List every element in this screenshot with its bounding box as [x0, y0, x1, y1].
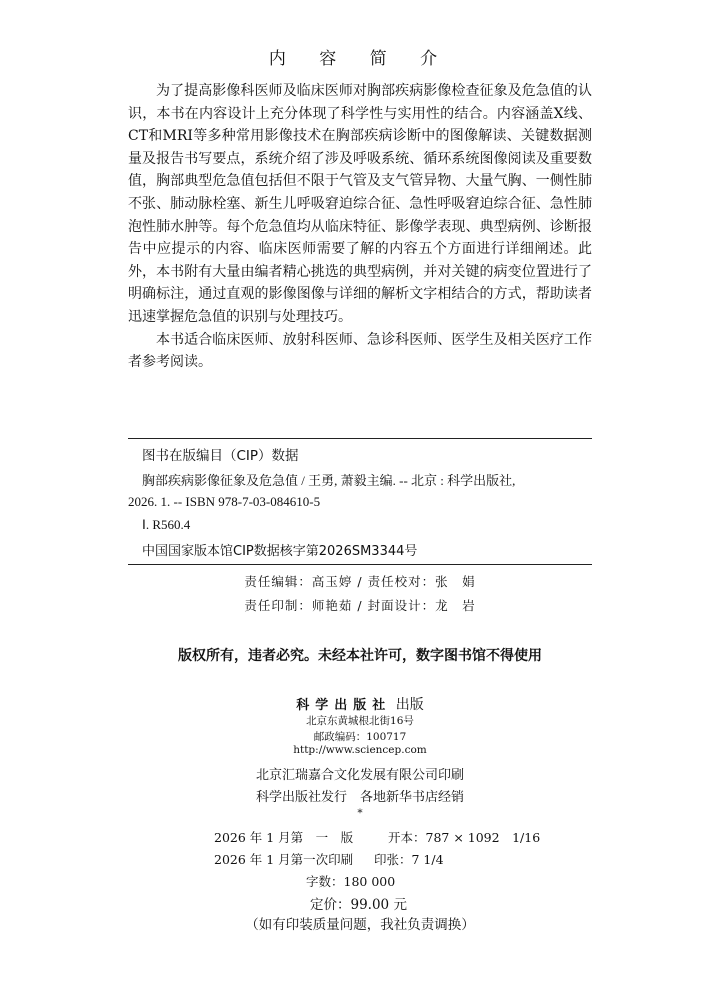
cip-bottom-rule	[128, 564, 592, 565]
distribution: 科学出版社发行 各地新华书店经销	[255, 790, 464, 805]
summary-section	[128, 80, 592, 374]
publisher-address: 北京东黄城根北街16号	[306, 715, 414, 727]
spec-price: 定价：99.00 元	[310, 897, 407, 913]
publisher-logo: 科学出版社	[296, 698, 392, 713]
publisher-name	[0, 694, 720, 714]
publisher-url: http://www.sciencep.com	[293, 744, 427, 756]
page-title: 内 容 简 介	[268, 49, 452, 69]
separator-asterisk: *	[357, 807, 363, 819]
spec-sheets: 印张：7 1/4	[374, 852, 444, 867]
editors-line-2: 责任印制：师艳茹 / 封面设计：龙 岩	[244, 598, 476, 613]
cip-heading: 图书在版编目（CIP）数据	[142, 448, 299, 464]
spec-printing: 2026 年 1 月第一次印刷	[214, 852, 354, 867]
spec-format: 开本：787 × 1092 1/16	[388, 830, 541, 845]
summary-paragraph-2: 本书适合临床医师、放射科医师、急诊科医师、医学生及相关医疗工作者参考阅读。	[128, 331, 592, 371]
publisher-suffix: 出版	[395, 697, 424, 713]
quality-note: （如有印装质量问题，我社负责调换）	[245, 917, 475, 933]
spec-edition: 2026 年 1 月第 一 版	[214, 830, 354, 845]
cip-line-3: Ⅰ. R560.4	[142, 517, 191, 532]
cip-line-1: 胸部疾病影像征象及危急值 / 王勇, 萧毅主编. -- 北京 : 科学出版社,	[142, 473, 516, 488]
summary-paragraph-1: 为了提高影像科医师及临床医师对胸部疾病影像检查征象及危急值的认识，本书在内容设计上充分体现了科学性与实用性的结合。内容涵盖X线、CT和MRI等多种常用影像技术在胸部疾病诊断中的图像解读、关键数据测量及报告书写要点，系统介绍了涉及呼吸系统、循环系统图像阅读及重要数值，胸部典型危急值包括但不限于气管及支气管异物、大量气胸、一侧性肺不张、肺动脉栓塞、新生儿呼吸窘迫综合征、急性呼吸窘迫综合征、急性肺泡性肺水肿等。每个危急值均从临床特征、影像学表现、典型病例、诊断报告中应提示的内容、临床医师需要了解的内容五个方面进行详细阐述。此外，本书附有大量由编者精心挑选的典型病例，并对关键的病变位置进行了明确标注，通过直观的影像图像与详细的解析文字相结合的方式，帮助读者迅速掌握危急值的识别与处理技巧。	[128, 83, 592, 325]
cip-line-4: 中国国家版本馆CIP数据核字第2026SM3344号	[142, 544, 418, 559]
publisher-postcode: 邮政编码：100717	[313, 731, 407, 743]
cip-line-2: 2026. 1. -- ISBN 978-7-03-084610-5	[128, 494, 321, 509]
editors-line-1: 责任编辑：高玉婷 / 责任校对：张 娟	[244, 574, 476, 589]
cip-top-rule	[128, 438, 592, 439]
spec-words: 字数：180 000	[306, 874, 396, 889]
copyright-notice: 版权所有，违者必究。未经本社许可，数字图书馆不得使用	[178, 648, 542, 664]
printer: 北京汇瑞嘉合文化发展有限公司印刷	[255, 768, 464, 783]
